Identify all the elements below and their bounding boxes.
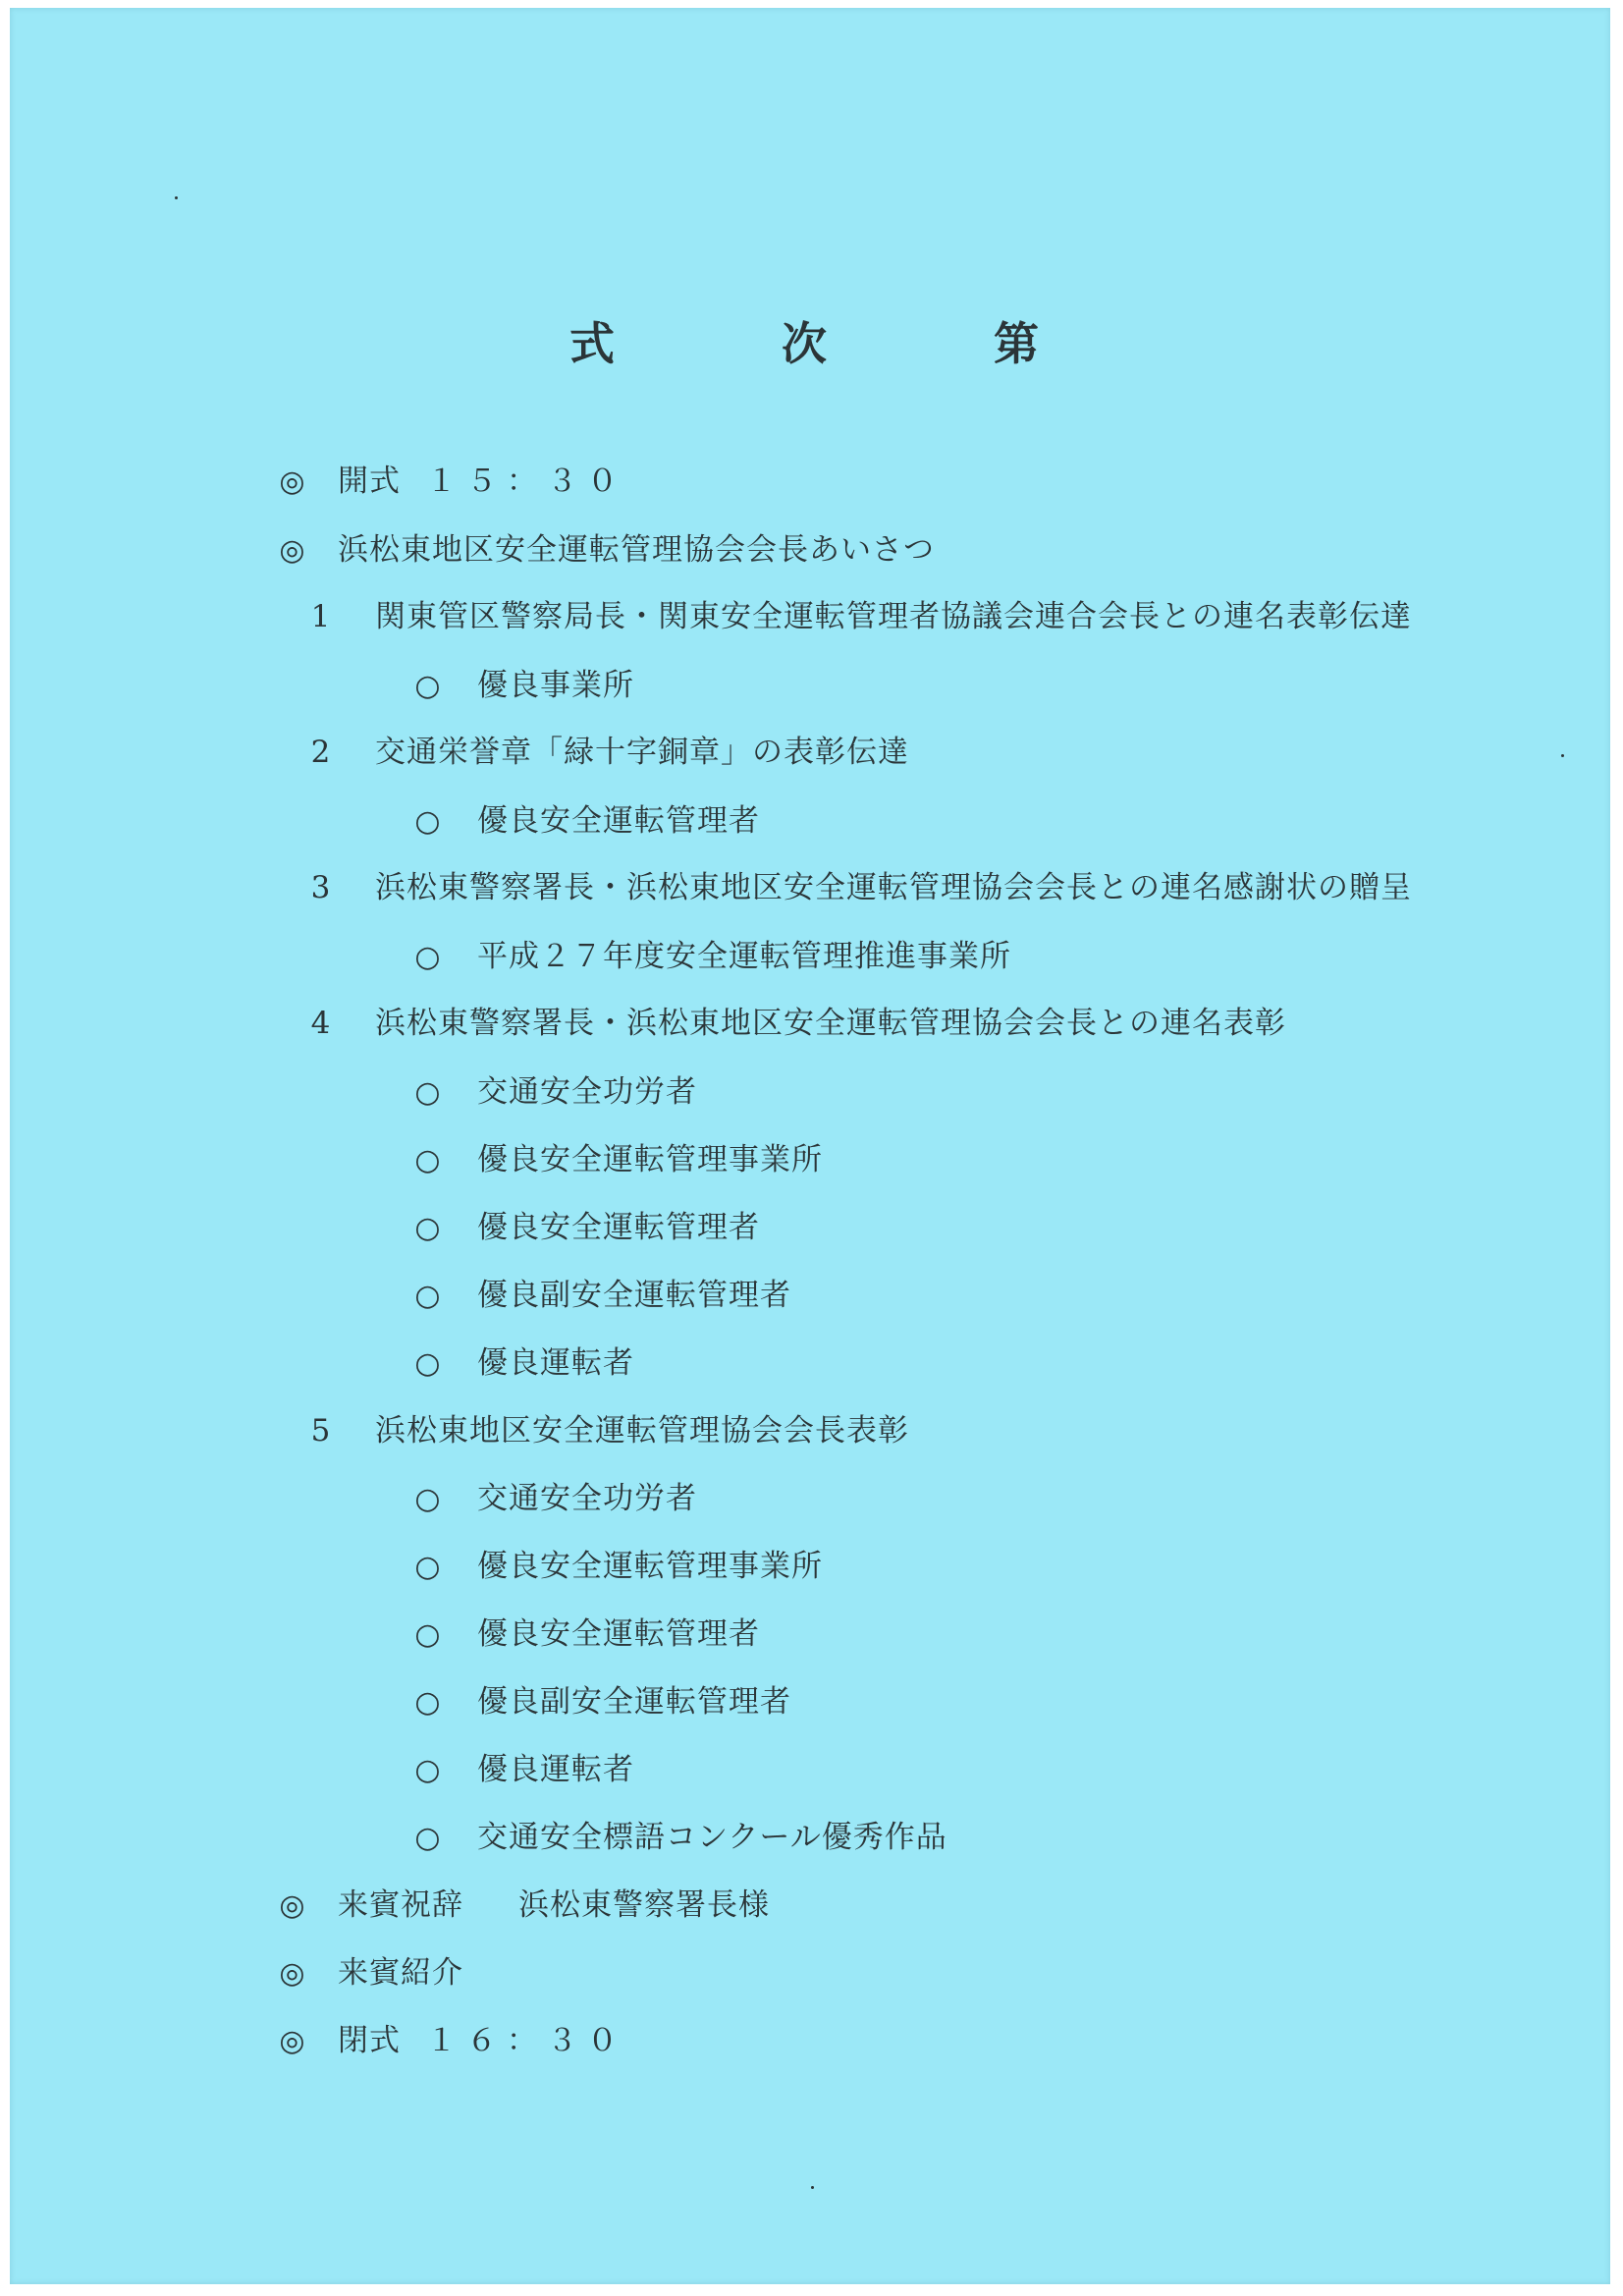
guest-speech-label: 来賓祝辞 [338, 1887, 463, 1923]
greeting-line [273, 530, 935, 571]
double-circle-icon: ◎ [279, 465, 306, 499]
page-title: 式 次 第 [569, 317, 1100, 370]
list-item-label: 優良安全運転管理者 [477, 1616, 760, 1652]
double-circle-icon: ◎ [279, 1956, 306, 1991]
list-item [408, 1818, 947, 1858]
circle-icon: ○ [414, 669, 442, 703]
circle-icon: ○ [414, 1211, 442, 1245]
list-item-label: 優良安全運転管理事業所 [477, 1549, 823, 1584]
list-item-label: 優良副安全運転管理者 [477, 1278, 791, 1313]
list-item-label: 優良事業所 [477, 668, 634, 703]
opening-line [273, 462, 627, 502]
closing-label: 閉式 [338, 2023, 401, 2058]
list-item-label: 優良安全運転管理者 [477, 1210, 760, 1245]
section-heading [306, 597, 1412, 636]
list-item-label: 平成２７年度安全運転管理推進事業所 [477, 939, 1011, 974]
list-item [408, 1140, 823, 1180]
circle-icon: ○ [414, 1279, 442, 1313]
double-circle-icon: ◎ [279, 2024, 306, 2058]
section-heading-text: 交通栄誉章「緑十字銅章」の表彰伝達 [375, 735, 909, 770]
list-item-label: 優良安全運転管理事業所 [477, 1142, 823, 1177]
circle-icon: ○ [414, 804, 442, 839]
list-item [408, 937, 1011, 977]
list-item-label: 優良運転者 [477, 1752, 634, 1787]
list-item [408, 1614, 760, 1655]
section-heading-text: 浜松東警察署長・浜松東地区安全運転管理協会会長との連名感謝状の贈呈 [375, 870, 1412, 905]
list-item [408, 1208, 760, 1248]
circle-icon: ○ [414, 1143, 442, 1177]
section-heading-text: 関東管区警察局長・関東安全運転管理者協議会連合会長との連名表彰伝達 [375, 599, 1412, 634]
section-heading-text: 浜松東地区安全運転管理協会会長表彰 [375, 1413, 909, 1449]
double-circle-icon: ◎ [279, 1888, 306, 1923]
list-item-label: 交通安全標語コンクール優秀作品 [477, 1820, 947, 1855]
section-number: 3 [310, 870, 332, 905]
circle-icon: ○ [414, 1075, 442, 1110]
circle-icon: ○ [414, 1550, 442, 1584]
list-item [408, 1072, 697, 1113]
circle-icon: ○ [414, 1821, 442, 1855]
section-heading [306, 1411, 909, 1450]
opening-label: 開式 [338, 464, 401, 499]
list-item-label: 優良運転者 [477, 1345, 634, 1381]
opening-time: １５：３０ [426, 464, 627, 499]
guest-speech-line [273, 1886, 770, 1926]
section-number: 1 [310, 599, 332, 634]
scan-speck [811, 2186, 814, 2189]
list-item [408, 1682, 791, 1722]
circle-icon: ○ [414, 1617, 442, 1652]
circle-icon: ○ [414, 1346, 442, 1381]
circle-icon: ○ [414, 1685, 442, 1720]
greeting-label: 浜松東地区安全運転管理協会会長あいさつ [338, 532, 935, 568]
scan-speck [1561, 754, 1564, 757]
circle-icon: ○ [414, 940, 442, 974]
list-item [408, 801, 760, 842]
circle-icon: ○ [414, 1482, 442, 1516]
scan-speck [175, 196, 178, 199]
section-number: 2 [310, 735, 332, 770]
section-heading-text: 浜松東警察署長・浜松東地区安全運転管理協会会長との連名表彰 [375, 1006, 1286, 1041]
section-heading [306, 1004, 1286, 1043]
guest-speech-name: 浜松東警察署長様 [518, 1887, 770, 1923]
closing-line [273, 2021, 627, 2061]
list-item [408, 1750, 634, 1790]
guest-intro-label: 来賓紹介 [338, 1955, 463, 1991]
document-page [10, 8, 1610, 2284]
list-item [408, 1547, 823, 1587]
section-number: 4 [310, 1006, 332, 1041]
list-item-label: 交通安全功労者 [477, 1481, 697, 1516]
section-number: 5 [310, 1413, 332, 1449]
list-item [408, 1343, 634, 1384]
list-item-label: 交通安全功労者 [477, 1074, 697, 1110]
list-item [408, 1276, 791, 1316]
guest-intro-line [273, 1953, 463, 1994]
section-heading [306, 868, 1412, 907]
circle-icon: ○ [414, 1753, 442, 1787]
list-item-label: 優良安全運転管理者 [477, 803, 760, 839]
list-item-label: 優良副安全運転管理者 [477, 1684, 791, 1720]
list-item [408, 666, 634, 706]
section-heading [306, 733, 909, 772]
double-circle-icon: ◎ [279, 533, 306, 568]
closing-time: １６：３０ [426, 2023, 627, 2058]
list-item [408, 1479, 697, 1519]
